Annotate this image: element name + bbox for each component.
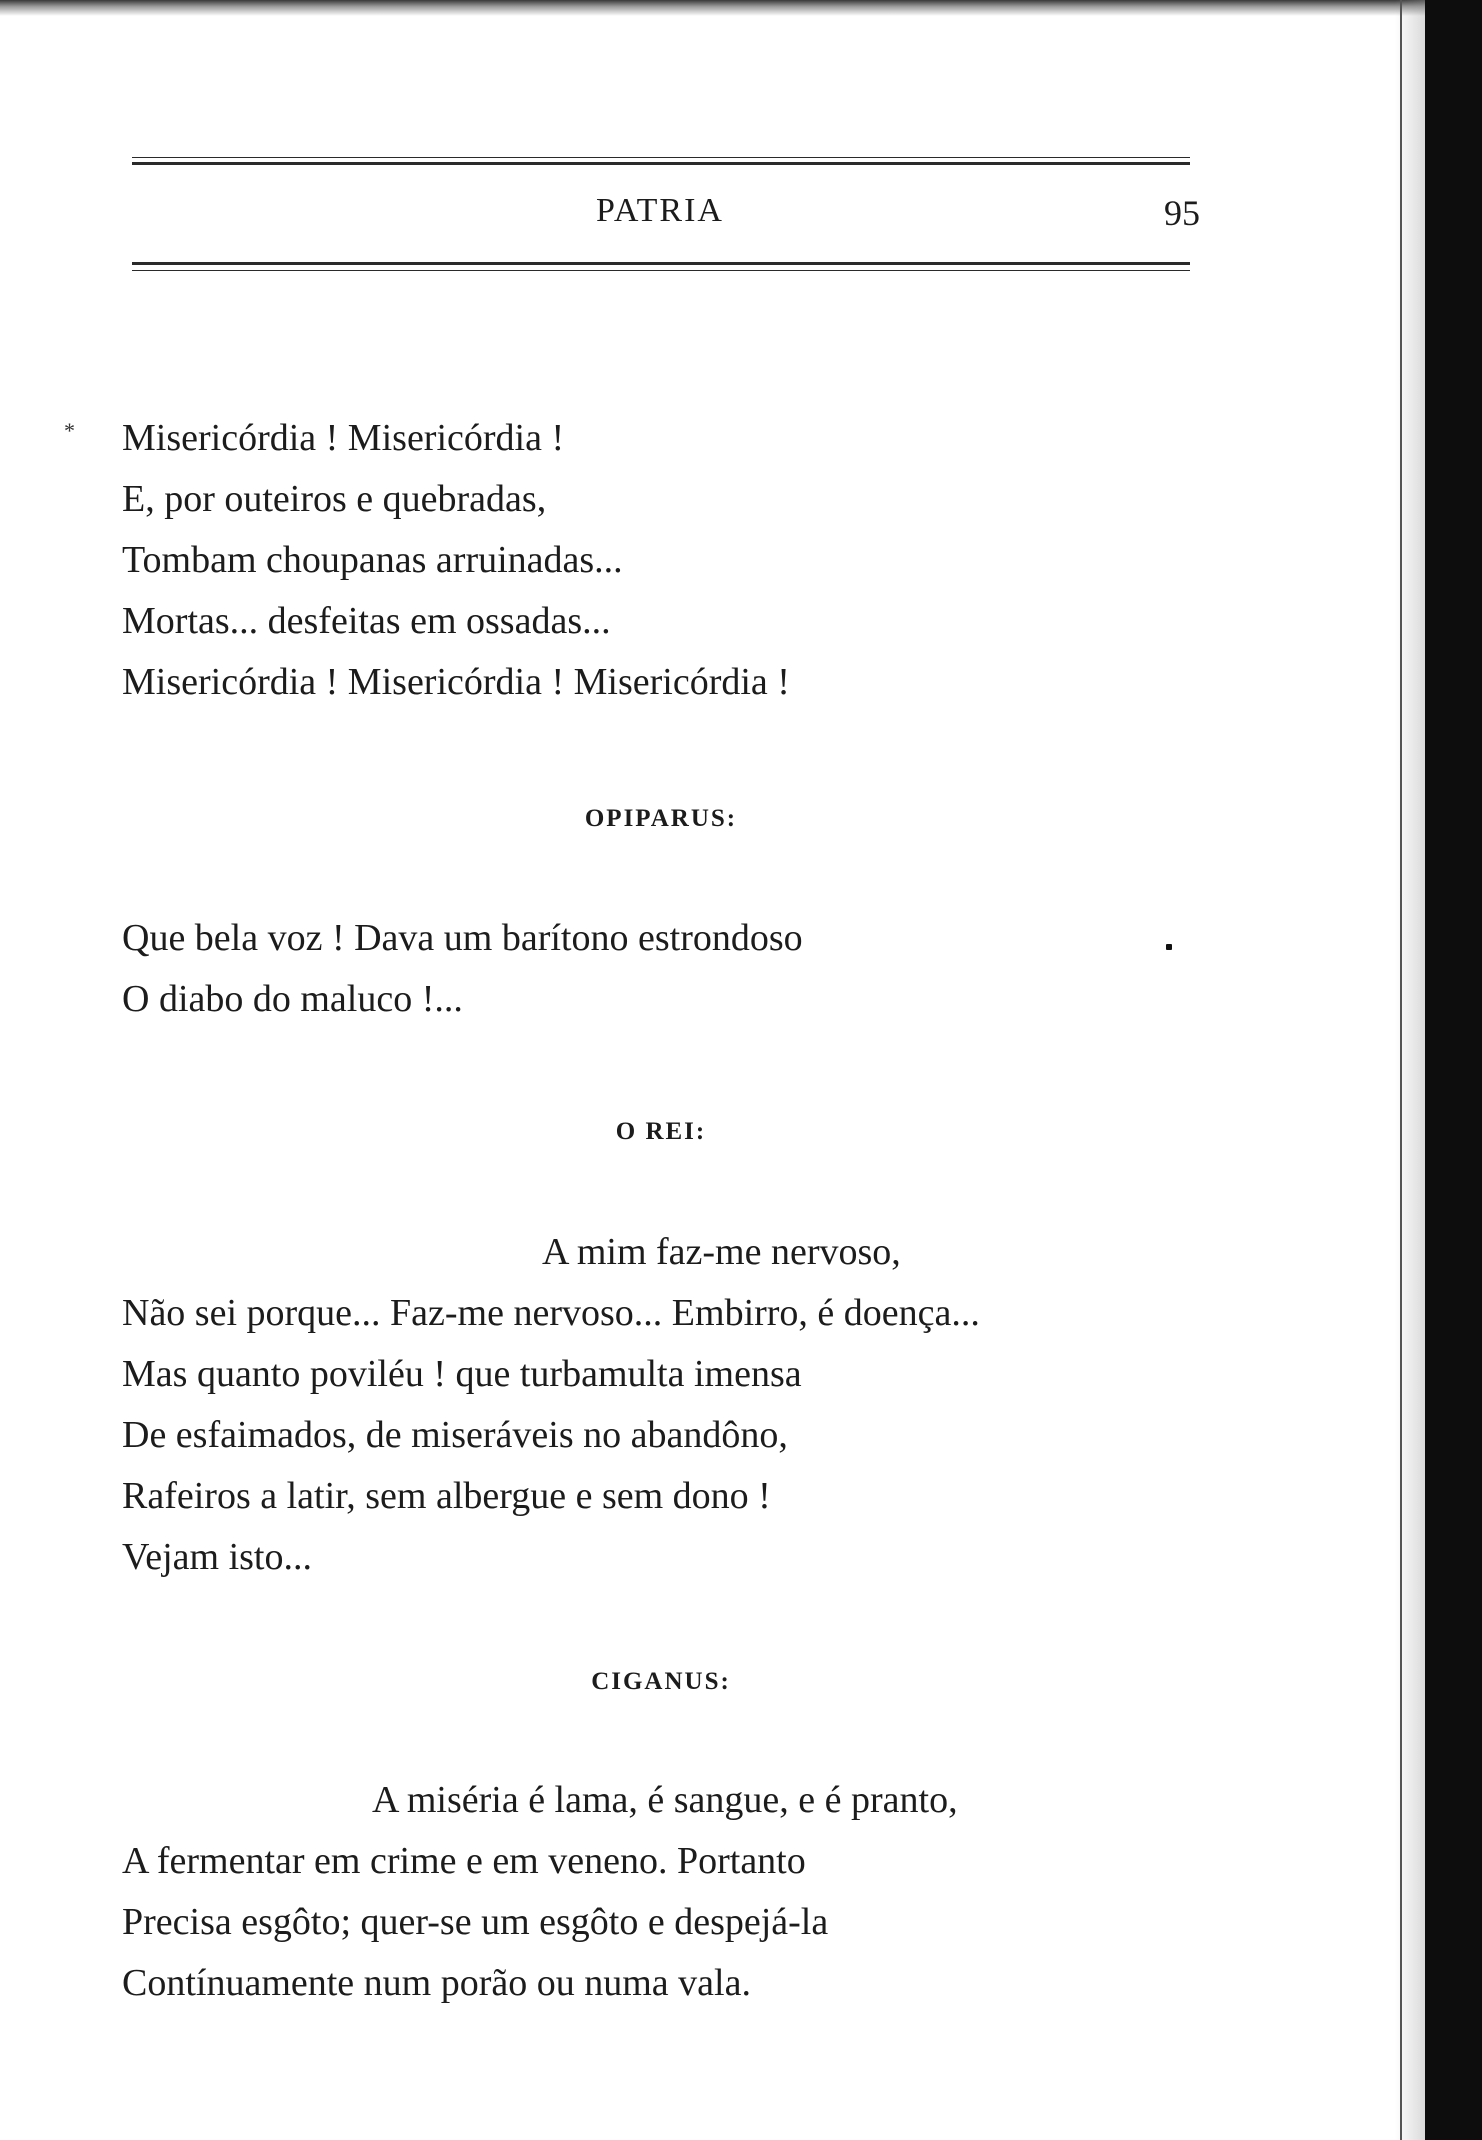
page-number: 95 [1164,193,1200,233]
verse-line: A fermentar em crime e em veneno. Portanto [122,1840,806,1882]
verse-block [122,908,803,1030]
page-top-edge-shadow [0,0,1430,16]
margin-ink-mark: * [64,418,75,443]
verse-line: Vejam isto... [122,1536,312,1578]
speaker-name: O REI: [615,1118,707,1145]
verse-line: E, por outeiros e quebradas, [122,478,547,520]
verse-line: Mortas... desfeitas em ossadas... [122,600,611,642]
verse-line: Contínuamente num porão ou numa vala. [122,1962,751,2004]
verse-line: Não sei porque... Faz-me nervoso... Embirro, é doença... [122,1292,980,1334]
verse-line: Que bela voz ! Dava um barítono estrondoso [122,917,803,959]
spine-edge-line [1400,0,1402,2140]
verse-line: O diabo do maluco !... [122,978,463,1020]
verse-line: Misericórdia ! Misericórdia ! [122,417,565,459]
verse-block [122,1222,980,1588]
book-spine-dark-border [1425,0,1482,2140]
ink-speck [1166,944,1172,950]
verse-block [122,408,790,713]
running-title: PATRIA [596,192,724,229]
header-rule-bottom [132,262,1190,271]
header-rule-top [132,152,1190,165]
verse-line: De esfaimados, de miseráveis no abandôno, [122,1414,788,1456]
speaker-name: CIGANUS: [591,1668,731,1695]
verse-line: Tombam choupanas arruinadas... [122,539,623,581]
verse-line: Misericórdia ! Misericórdia ! Misericórdia ! [122,661,790,703]
verse-line: A mim faz-me nervoso, [542,1231,901,1273]
verse-line: A miséria é lama, é sangue, e é pranto, [372,1779,958,1821]
verse-line: Mas quanto poviléu ! que turbamulta imensa [122,1353,802,1395]
verse-line: Rafeiros a latir, sem albergue e sem dono ! [122,1475,771,1517]
verse-block [122,1770,958,2014]
verse-line: Precisa esgôto; quer-se um esgôto e despejá-la [122,1901,829,1943]
speaker-name: OPIPARUS: [584,805,738,832]
